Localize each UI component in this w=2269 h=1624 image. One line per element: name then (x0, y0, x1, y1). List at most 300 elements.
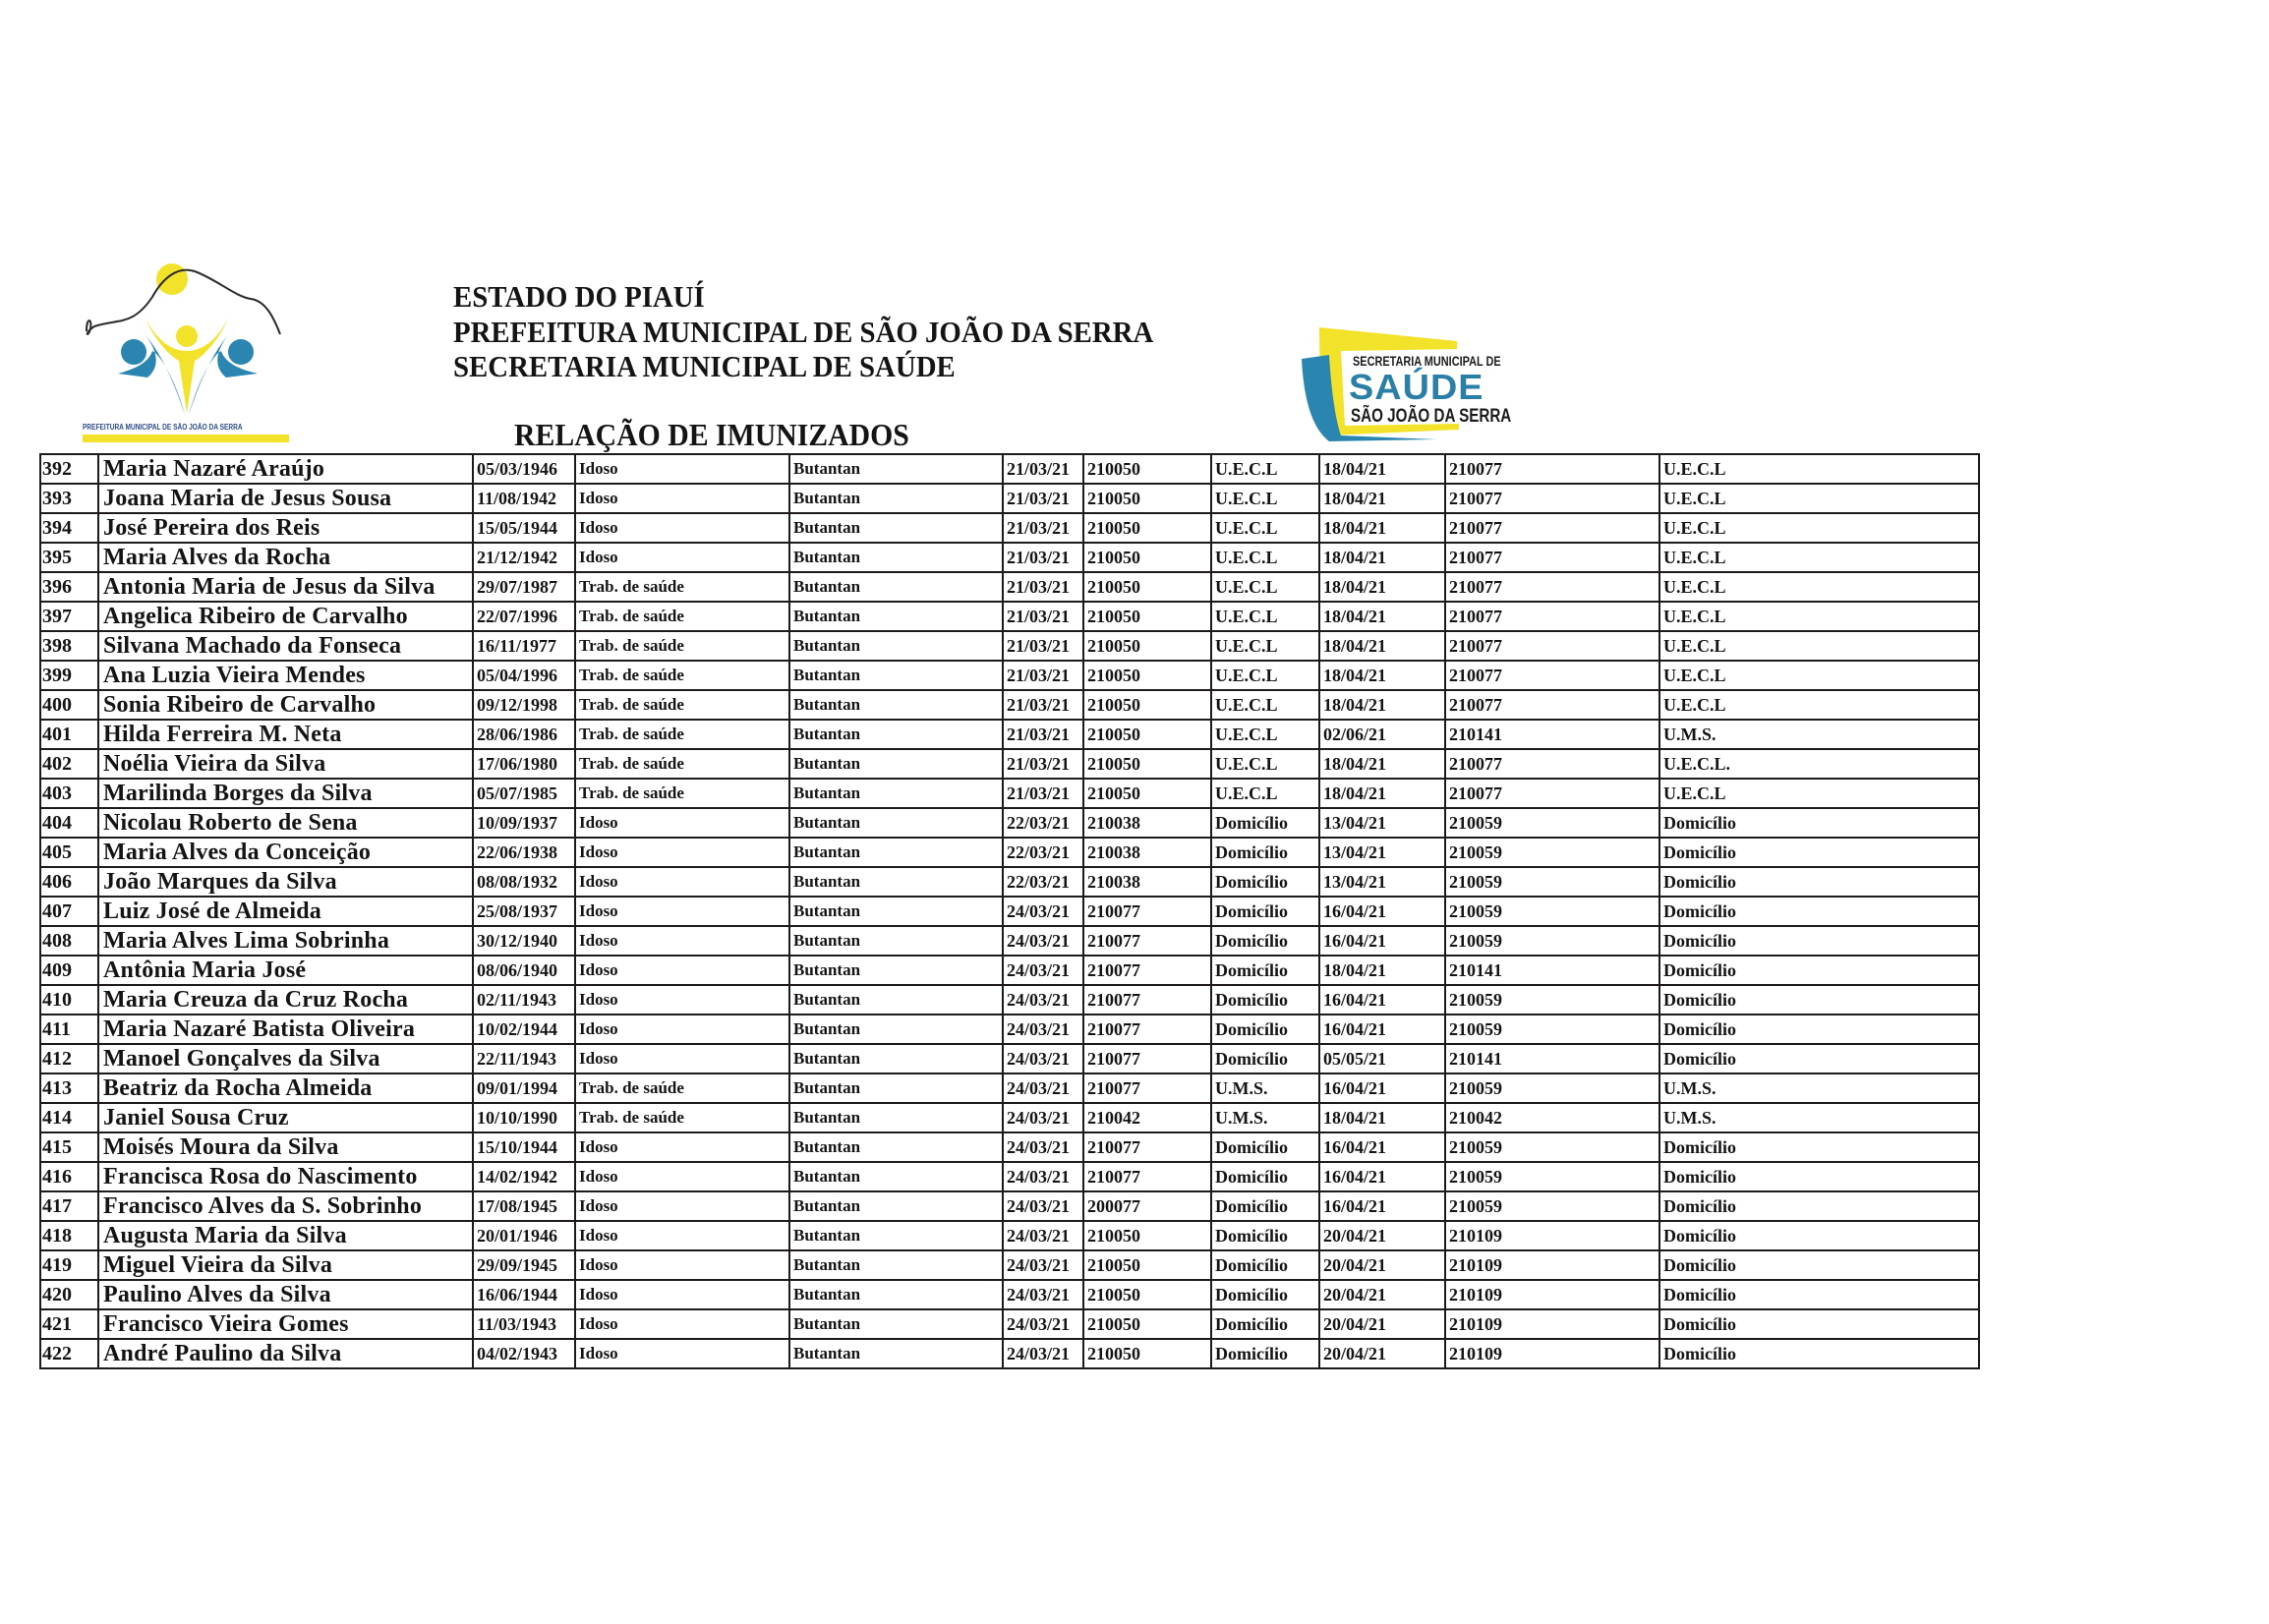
row-number: 402 (40, 749, 98, 779)
birth-date: 30/12/1940 (473, 926, 575, 956)
dose2-place: Domicílio (1659, 1191, 1979, 1221)
dose1-lot: 210050 (1083, 513, 1211, 543)
dose1-place: Domicílio (1211, 1309, 1319, 1339)
secretaria-logo-line2: SAÚDE (1349, 367, 1484, 407)
dose1-date: 21/03/21 (1003, 454, 1083, 484)
dose1-place: U.E.C.L (1211, 454, 1319, 484)
dose1-date: 24/03/21 (1003, 897, 1083, 926)
category: Idoso (575, 1250, 789, 1280)
patient-name: Antônia Maria José (98, 956, 473, 985)
dose2-date: 13/04/21 (1319, 808, 1445, 838)
dose2-date: 16/04/21 (1319, 1191, 1445, 1221)
header-secretaria: SECRETARIA MUNICIPAL DE SAÚDE (453, 349, 956, 383)
dose2-place: Domicílio (1659, 838, 1979, 867)
birth-date: 29/07/1987 (473, 572, 575, 602)
dose2-date: 18/04/21 (1319, 690, 1445, 720)
dose1-lot: 210077 (1083, 1132, 1211, 1162)
birth-date: 10/10/1990 (473, 1103, 575, 1132)
vaccine: Butantan (789, 1103, 1003, 1132)
dose2-place: U.E.C.L (1659, 631, 1979, 661)
dose2-lot: 210059 (1445, 1132, 1659, 1162)
category: Idoso (575, 956, 789, 985)
dose1-lot: 210042 (1083, 1103, 1211, 1132)
birth-date: 05/07/1985 (473, 779, 575, 808)
dose2-place: U.E.C.L (1659, 513, 1979, 543)
category: Idoso (575, 484, 789, 513)
category: Idoso (575, 867, 789, 897)
vaccine: Butantan (789, 602, 1003, 631)
dose1-lot: 210050 (1083, 1250, 1211, 1280)
dose2-lot: 210077 (1445, 454, 1659, 484)
prefeitura-logo-graphic (79, 258, 305, 425)
row-number: 392 (40, 454, 98, 484)
dose1-lot: 210050 (1083, 690, 1211, 720)
dose1-lot: 210050 (1083, 779, 1211, 808)
birth-date: 22/11/1943 (473, 1044, 575, 1073)
dose1-place: U.E.C.L (1211, 572, 1319, 602)
dose2-place: U.E.C.L (1659, 572, 1979, 602)
dose2-date: 16/04/21 (1319, 897, 1445, 926)
dose1-place: U.E.C.L (1211, 720, 1319, 749)
dose1-place: U.E.C.L (1211, 631, 1319, 661)
table-row (40, 1015, 1979, 1044)
category: Idoso (575, 808, 789, 838)
dose1-date: 21/03/21 (1003, 572, 1083, 602)
dose1-date: 21/03/21 (1003, 661, 1083, 690)
table-row (40, 513, 1979, 543)
dose2-lot: 210077 (1445, 690, 1659, 720)
row-number: 401 (40, 720, 98, 749)
dose2-date: 20/04/21 (1319, 1280, 1445, 1309)
dose1-date: 24/03/21 (1003, 1162, 1083, 1191)
table-row (40, 749, 1979, 779)
dose1-date: 21/03/21 (1003, 602, 1083, 631)
row-number: 407 (40, 897, 98, 926)
dose1-date: 21/03/21 (1003, 513, 1083, 543)
dose2-place: U.E.C.L (1659, 779, 1979, 808)
dose1-date: 24/03/21 (1003, 1132, 1083, 1162)
patient-name: Maria Nazaré Araújo (98, 454, 473, 484)
patient-name: Joana Maria de Jesus Sousa (98, 484, 473, 513)
patient-name: André Paulino da Silva (98, 1339, 473, 1368)
dose2-date: 16/04/21 (1319, 985, 1445, 1015)
vaccine: Butantan (789, 1250, 1003, 1280)
vaccine: Butantan (789, 926, 1003, 956)
category: Idoso (575, 543, 789, 572)
dose2-lot: 210109 (1445, 1221, 1659, 1250)
dose2-date: 13/04/21 (1319, 838, 1445, 867)
patient-name: Beatriz da Rocha Almeida (98, 1073, 473, 1103)
row-number: 417 (40, 1191, 98, 1221)
dose1-lot: 210077 (1083, 1015, 1211, 1044)
dose2-lot: 210077 (1445, 749, 1659, 779)
dose2-lot: 210059 (1445, 985, 1659, 1015)
table-row (40, 454, 1979, 484)
dose1-place: Domicílio (1211, 897, 1319, 926)
patient-name: Maria Alves Lima Sobrinha (98, 926, 473, 956)
dose2-lot: 210109 (1445, 1309, 1659, 1339)
row-number: 418 (40, 1221, 98, 1250)
dose2-date: 18/04/21 (1319, 779, 1445, 808)
dose1-date: 24/03/21 (1003, 1073, 1083, 1103)
row-number: 408 (40, 926, 98, 956)
birth-date: 15/05/1944 (473, 513, 575, 543)
dose1-date: 24/03/21 (1003, 1280, 1083, 1309)
table-row (40, 1280, 1979, 1309)
dose1-place: Domicílio (1211, 838, 1319, 867)
patient-name: Maria Alves da Conceição (98, 838, 473, 867)
category: Trab. de saúde (575, 661, 789, 690)
category: Trab. de saúde (575, 720, 789, 749)
category: Trab. de saúde (575, 749, 789, 779)
dose2-date: 20/04/21 (1319, 1250, 1445, 1280)
dose1-lot: 210077 (1083, 897, 1211, 926)
table-row (40, 720, 1979, 749)
birth-date: 10/09/1937 (473, 808, 575, 838)
birth-date: 17/08/1945 (473, 1191, 575, 1221)
birth-date: 11/03/1943 (473, 1309, 575, 1339)
vaccine: Butantan (789, 1044, 1003, 1073)
row-number: 411 (40, 1015, 98, 1044)
dose1-date: 24/03/21 (1003, 1309, 1083, 1339)
dose1-place: Domicílio (1211, 1132, 1319, 1162)
dose2-place: Domicílio (1659, 985, 1979, 1015)
dose2-date: 18/04/21 (1319, 956, 1445, 985)
secretaria-logo-line3: SÃO JOÃO DA SERRA (1351, 406, 1512, 427)
dose1-place: Domicílio (1211, 1250, 1319, 1280)
dose2-place: Domicílio (1659, 1162, 1979, 1191)
row-number: 398 (40, 631, 98, 661)
vaccine: Butantan (789, 572, 1003, 602)
dose2-date: 16/04/21 (1319, 1073, 1445, 1103)
table-row (40, 808, 1979, 838)
dose2-date: 18/04/21 (1319, 572, 1445, 602)
dose1-place: Domicílio (1211, 1044, 1319, 1073)
dose2-date: 18/04/21 (1319, 543, 1445, 572)
category: Trab. de saúde (575, 779, 789, 808)
birth-date: 05/03/1946 (473, 454, 575, 484)
birth-date: 20/01/1946 (473, 1221, 575, 1250)
dose1-lot: 210077 (1083, 1162, 1211, 1191)
dose2-date: 20/04/21 (1319, 1339, 1445, 1368)
category: Idoso (575, 1162, 789, 1191)
dose2-date: 16/04/21 (1319, 1162, 1445, 1191)
dose1-place: Domicílio (1211, 808, 1319, 838)
dose1-lot: 210050 (1083, 1339, 1211, 1368)
vaccine: Butantan (789, 1191, 1003, 1221)
dose2-lot: 210141 (1445, 956, 1659, 985)
patient-name: Silvana Machado da Fonseca (98, 631, 473, 661)
patient-name: Francisco Vieira Gomes (98, 1309, 473, 1339)
table-row (40, 631, 1979, 661)
patient-name: Miguel Vieira da Silva (98, 1250, 473, 1280)
dose2-date: 18/04/21 (1319, 631, 1445, 661)
table-row (40, 572, 1979, 602)
patient-name: João Marques da Silva (98, 867, 473, 897)
dose1-lot: 210050 (1083, 720, 1211, 749)
dose1-date: 21/03/21 (1003, 690, 1083, 720)
dose2-lot: 210059 (1445, 1191, 1659, 1221)
table-row (40, 484, 1979, 513)
dose1-place: Domicílio (1211, 1280, 1319, 1309)
dose1-lot: 210050 (1083, 631, 1211, 661)
dose1-place: Domicílio (1211, 1221, 1319, 1250)
patient-name: Luiz José de Almeida (98, 897, 473, 926)
dose1-date: 21/03/21 (1003, 484, 1083, 513)
row-number: 413 (40, 1073, 98, 1103)
dose2-lot: 210077 (1445, 602, 1659, 631)
birth-date: 10/02/1944 (473, 1015, 575, 1044)
dose1-lot: 210038 (1083, 867, 1211, 897)
vaccine: Butantan (789, 484, 1003, 513)
dose1-place: U.E.C.L (1211, 513, 1319, 543)
dose2-date: 18/04/21 (1319, 484, 1445, 513)
dose2-place: Domicílio (1659, 1280, 1979, 1309)
category: Trab. de saúde (575, 602, 789, 631)
dose2-lot: 210141 (1445, 720, 1659, 749)
dose2-date: 18/04/21 (1319, 454, 1445, 484)
vaccine: Butantan (789, 631, 1003, 661)
vaccine: Butantan (789, 454, 1003, 484)
dose2-place: Domicílio (1659, 1339, 1979, 1368)
dose1-date: 21/03/21 (1003, 720, 1083, 749)
row-number: 412 (40, 1044, 98, 1073)
patient-name: Moisés Moura da Silva (98, 1132, 473, 1162)
dose1-lot: 210077 (1083, 926, 1211, 956)
row-number: 396 (40, 572, 98, 602)
category: Idoso (575, 897, 789, 926)
category: Trab. de saúde (575, 631, 789, 661)
dose1-lot: 210077 (1083, 1073, 1211, 1103)
dose1-date: 21/03/21 (1003, 631, 1083, 661)
row-number: 415 (40, 1132, 98, 1162)
dose2-place: U.E.C.L (1659, 454, 1979, 484)
patient-name: Hilda Ferreira M. Neta (98, 720, 473, 749)
table-row (40, 926, 1979, 956)
table-row (40, 779, 1979, 808)
category: Idoso (575, 926, 789, 956)
birth-date: 08/08/1932 (473, 867, 575, 897)
row-number: 400 (40, 690, 98, 720)
vaccine: Butantan (789, 838, 1003, 867)
dose2-place: Domicílio (1659, 1132, 1979, 1162)
dose2-lot: 210077 (1445, 631, 1659, 661)
vaccine: Butantan (789, 985, 1003, 1015)
dose2-place: Domicílio (1659, 1309, 1979, 1339)
dose2-lot: 210109 (1445, 1250, 1659, 1280)
vaccine: Butantan (789, 1339, 1003, 1368)
dose1-lot: 210038 (1083, 808, 1211, 838)
dose1-lot: 210050 (1083, 484, 1211, 513)
table-row (40, 867, 1979, 897)
vaccine: Butantan (789, 867, 1003, 897)
vaccine: Butantan (789, 1309, 1003, 1339)
patient-name: Augusta Maria da Silva (98, 1221, 473, 1250)
table-row (40, 985, 1979, 1015)
patient-name: José Pereira dos Reis (98, 513, 473, 543)
row-number: 409 (40, 956, 98, 985)
table-row (40, 897, 1979, 926)
vaccine: Butantan (789, 1073, 1003, 1103)
row-number: 419 (40, 1250, 98, 1280)
dose2-lot: 210077 (1445, 572, 1659, 602)
birth-date: 02/11/1943 (473, 985, 575, 1015)
category: Trab. de saúde (575, 572, 789, 602)
birth-date: 16/06/1944 (473, 1280, 575, 1309)
vaccine: Butantan (789, 779, 1003, 808)
vaccine: Butantan (789, 1132, 1003, 1162)
vaccine: Butantan (789, 661, 1003, 690)
immunized-table (39, 453, 1980, 1369)
dose2-lot: 210141 (1445, 1044, 1659, 1073)
header-prefeitura: PREFEITURA MUNICIPAL DE SÃO JOÃO DA SERRA (453, 315, 1154, 349)
birth-date: 09/12/1998 (473, 690, 575, 720)
row-number: 405 (40, 838, 98, 867)
row-number: 416 (40, 1162, 98, 1191)
dose2-place: Domicílio (1659, 956, 1979, 985)
dose2-place: U.E.C.L (1659, 661, 1979, 690)
dose1-date: 21/03/21 (1003, 543, 1083, 572)
row-number: 395 (40, 543, 98, 572)
dose1-date: 24/03/21 (1003, 926, 1083, 956)
dose2-lot: 210077 (1445, 543, 1659, 572)
dose1-date: 24/03/21 (1003, 1250, 1083, 1280)
dose1-place: U.E.C.L (1211, 602, 1319, 631)
dose1-lot: 210050 (1083, 1221, 1211, 1250)
dose2-lot: 210077 (1445, 661, 1659, 690)
category: Trab. de saúde (575, 690, 789, 720)
dose2-place: Domicílio (1659, 1221, 1979, 1250)
dose2-place: U.E.C.L (1659, 484, 1979, 513)
dose2-date: 20/04/21 (1319, 1221, 1445, 1250)
secretaria-logo-line1: SECRETARIA MUNICIPAL DE (1353, 353, 1501, 369)
dose1-lot: 210050 (1083, 543, 1211, 572)
dose1-place: U.E.C.L (1211, 661, 1319, 690)
birth-date: 04/02/1943 (473, 1339, 575, 1368)
vaccine: Butantan (789, 690, 1003, 720)
row-number: 399 (40, 661, 98, 690)
dose2-date: 18/04/21 (1319, 1103, 1445, 1132)
table-row (40, 1339, 1979, 1368)
table-row (40, 1044, 1979, 1073)
dose1-place: U.M.S. (1211, 1103, 1319, 1132)
dose2-place: U.E.C.L (1659, 543, 1979, 572)
dose1-date: 21/03/21 (1003, 779, 1083, 808)
dose1-lot: 210050 (1083, 661, 1211, 690)
table-row (40, 1309, 1979, 1339)
page-title: RELAÇÃO DE IMUNIZADOS (514, 417, 909, 452)
dose1-place: U.E.C.L (1211, 690, 1319, 720)
dose1-date: 24/03/21 (1003, 1044, 1083, 1073)
dose1-lot: 210050 (1083, 1280, 1211, 1309)
dose2-date: 16/04/21 (1319, 926, 1445, 956)
dose1-place: U.E.C.L (1211, 543, 1319, 572)
table-row (40, 602, 1979, 631)
birth-date: 28/06/1986 (473, 720, 575, 749)
category: Idoso (575, 1191, 789, 1221)
dose1-place: U.E.C.L (1211, 484, 1319, 513)
dose1-lot: 210077 (1083, 985, 1211, 1015)
dose2-date: 18/04/21 (1319, 513, 1445, 543)
dose1-place: Domicílio (1211, 956, 1319, 985)
birth-date: 17/06/1980 (473, 749, 575, 779)
row-number: 422 (40, 1339, 98, 1368)
category: Idoso (575, 454, 789, 484)
category: Idoso (575, 513, 789, 543)
patient-name: Nicolau Roberto de Sena (98, 808, 473, 838)
birth-date: 22/06/1938 (473, 838, 575, 867)
dose2-lot: 210077 (1445, 779, 1659, 808)
dose1-date: 22/03/21 (1003, 867, 1083, 897)
patient-name: Antonia Maria de Jesus da Silva (98, 572, 473, 602)
dose2-lot: 210059 (1445, 867, 1659, 897)
dose2-date: 18/04/21 (1319, 602, 1445, 631)
patient-name: Angelica Ribeiro de Carvalho (98, 602, 473, 631)
patient-name: Ana Luzia Vieira Mendes (98, 661, 473, 690)
table-row (40, 1103, 1979, 1132)
dose1-lot: 210038 (1083, 838, 1211, 867)
row-number: 404 (40, 808, 98, 838)
dose2-lot: 210077 (1445, 513, 1659, 543)
patient-name: Janiel Sousa Cruz (98, 1103, 473, 1132)
table-row (40, 543, 1979, 572)
dose2-date: 05/05/21 (1319, 1044, 1445, 1073)
header-state: ESTADO DO PIAUÍ (453, 279, 705, 314)
dose1-lot: 200077 (1083, 1191, 1211, 1221)
dose2-lot: 210042 (1445, 1103, 1659, 1132)
dose1-place: Domicílio (1211, 1162, 1319, 1191)
dose1-date: 24/03/21 (1003, 956, 1083, 985)
row-number: 403 (40, 779, 98, 808)
dose2-place: U.M.S. (1659, 1073, 1979, 1103)
dose2-place: U.E.C.L (1659, 690, 1979, 720)
dose2-lot: 210059 (1445, 926, 1659, 956)
row-number: 393 (40, 484, 98, 513)
birth-date: 21/12/1942 (473, 543, 575, 572)
patient-name: Sonia Ribeiro de Carvalho (98, 690, 473, 720)
dose2-lot: 210109 (1445, 1280, 1659, 1309)
dose2-lot: 210059 (1445, 1162, 1659, 1191)
dose1-place: Domicílio (1211, 985, 1319, 1015)
patient-name: Manoel Gonçalves da Silva (98, 1044, 473, 1073)
dose1-lot: 210050 (1083, 572, 1211, 602)
patient-name: Paulino Alves da Silva (98, 1280, 473, 1309)
patient-name: Maria Alves da Rocha (98, 543, 473, 572)
immunized-table-body (40, 454, 1979, 1368)
dose2-place: U.E.C.L. (1659, 749, 1979, 779)
dose1-place: Domicílio (1211, 1339, 1319, 1368)
dose1-lot: 210050 (1083, 454, 1211, 484)
table-row (40, 1191, 1979, 1221)
birth-date: 29/09/1945 (473, 1250, 575, 1280)
dose1-date: 24/03/21 (1003, 1221, 1083, 1250)
vaccine: Butantan (789, 956, 1003, 985)
dose1-date: 22/03/21 (1003, 838, 1083, 867)
category: Idoso (575, 1280, 789, 1309)
dose2-lot: 210059 (1445, 808, 1659, 838)
patient-name: Francisco Alves da S. Sobrinho (98, 1191, 473, 1221)
category: Trab. de saúde (575, 1073, 789, 1103)
dose1-place: Domicílio (1211, 926, 1319, 956)
dose1-lot: 210050 (1083, 749, 1211, 779)
table-row (40, 1221, 1979, 1250)
vaccine: Butantan (789, 1162, 1003, 1191)
birth-date: 05/04/1996 (473, 661, 575, 690)
dose2-date: 02/06/21 (1319, 720, 1445, 749)
dose1-lot: 210077 (1083, 1044, 1211, 1073)
row-number: 421 (40, 1309, 98, 1339)
table-row (40, 1162, 1979, 1191)
